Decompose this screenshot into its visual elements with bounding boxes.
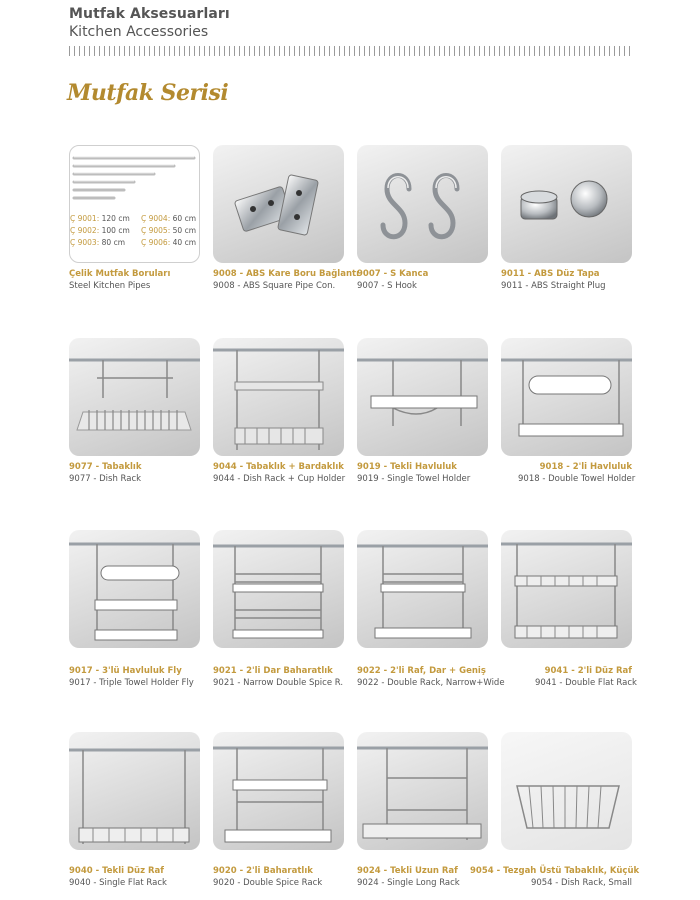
product-image-9008[interactable] — [213, 145, 344, 263]
product-image-steel-pipes[interactable] — [69, 145, 200, 263]
triple-towel-holder-icon — [69, 530, 200, 648]
product-name: 9040 - Single Flat Rack — [69, 878, 167, 888]
product-code: 9019 - Tekli Havluluk — [357, 462, 457, 472]
product-name: Steel Kitchen Pipes — [69, 281, 151, 291]
product-name: 9054 - Dish Rack, Small — [530, 878, 632, 888]
pipe-length-9006: Ç 9006: 40 cm — [141, 238, 196, 247]
product-image-9044[interactable] — [213, 338, 344, 456]
product-name: 9018 - Double Towel Holder — [518, 474, 636, 484]
product-image-9040[interactable] — [69, 732, 200, 850]
product-name: 9077 - Dish Rack — [69, 474, 142, 484]
product-name: 9007 - S Hook — [357, 281, 417, 291]
product-image-9077[interactable] — [69, 338, 200, 456]
double-rack-icon — [357, 530, 488, 648]
product-code: 9044 - Tabaklık + Bardaklık — [213, 462, 344, 472]
single-long-rack-icon — [357, 732, 488, 850]
header-divider — [69, 46, 631, 56]
product-name: 9022 - Double Rack, Narrow+Wide — [357, 678, 505, 688]
product-code: 9017 - 3'lü Havluluk Fly — [69, 666, 182, 676]
header-title-tr: Mutfak Aksesuarları — [69, 6, 230, 22]
narrow-spice-rack-icon — [213, 530, 344, 648]
product-code: 9011 - ABS Düz Tapa — [501, 269, 600, 279]
product-name: 9024 - Single Long Rack — [357, 878, 460, 888]
product-name: 9021 - Narrow Double Spice R. — [213, 678, 344, 688]
product-image-9020[interactable] — [213, 732, 344, 850]
product-image-9019[interactable] — [357, 338, 488, 456]
double-towel-holder-icon — [501, 338, 632, 456]
double-spice-rack-icon — [213, 732, 344, 850]
pipe-connector-icon — [213, 145, 344, 263]
product-name: 9019 - Single Towel Holder — [357, 474, 471, 484]
product-image-9017[interactable] — [69, 530, 200, 648]
product-code: 9022 - 2'li Raf, Dar + Geniş — [357, 666, 486, 676]
product-name: 9041 - Double Flat Rack — [535, 678, 637, 688]
pipe-length-9005: Ç 9005: 50 cm — [141, 226, 196, 235]
pipe-length-9003: Ç 9003: 80 cm — [70, 238, 125, 247]
pipe-length-9004: Ç 9004: 60 cm — [141, 214, 196, 223]
plug-icon — [501, 145, 632, 263]
product-code: 9054 - Tezgah Üstü Tabaklık, Küçük — [470, 866, 640, 876]
dish-rack-icon — [69, 338, 200, 456]
product-name: 9020 - Double Spice Rack — [213, 878, 323, 888]
product-code: Çelik Mutfak Boruları — [69, 269, 171, 279]
product-code: 9020 - 2'li Baharatlık — [213, 866, 313, 876]
product-code: 9077 - Tabaklık — [69, 462, 142, 472]
s-hook-icon — [357, 145, 488, 263]
product-name: 9011 - ABS Straight Plug — [501, 281, 606, 291]
product-code: 9041 - 2'li Düz Raf — [544, 666, 632, 676]
product-image-9018[interactable] — [501, 338, 632, 456]
product-image-9011[interactable] — [501, 145, 632, 263]
towel-holder-icon — [357, 338, 488, 456]
single-flat-rack-icon — [69, 732, 200, 850]
double-flat-rack-icon — [501, 530, 632, 648]
product-name: 9017 - Triple Towel Holder Fly — [69, 678, 194, 688]
product-image-9022[interactable] — [357, 530, 488, 648]
product-code: 9024 - Tekli Uzun Raf — [357, 866, 458, 876]
pipe-length-9002: Ç 9002: 100 cm — [70, 226, 130, 235]
product-code: 9008 - ABS Kare Boru Bağlantı — [213, 269, 359, 279]
product-name: 9008 - ABS Square Pipe Con. — [213, 281, 336, 291]
product-image-9054[interactable] — [501, 732, 632, 850]
product-code: 9007 - S Kanca — [357, 269, 429, 279]
product-code: 9021 - 2'li Dar Baharatlık — [213, 666, 333, 676]
product-image-9024[interactable] — [357, 732, 488, 850]
product-name: 9044 - Dish Rack + Cup Holder — [213, 474, 346, 484]
header-title-en: Kitchen Accessories — [69, 24, 209, 40]
series-title: Mutfak Serisi — [67, 80, 229, 106]
countertop-dish-rack-icon — [501, 732, 632, 850]
product-image-9021[interactable] — [213, 530, 344, 648]
product-image-9041[interactable] — [501, 530, 632, 648]
product-code: 9018 - 2'li Havluluk — [539, 462, 632, 472]
dish-cup-rack-icon — [213, 338, 344, 456]
product-image-9007[interactable] — [357, 145, 488, 263]
pipe-length-9001: Ç 9001: 120 cm — [70, 214, 130, 223]
product-code: 9040 - Tekli Düz Raf — [69, 866, 164, 876]
